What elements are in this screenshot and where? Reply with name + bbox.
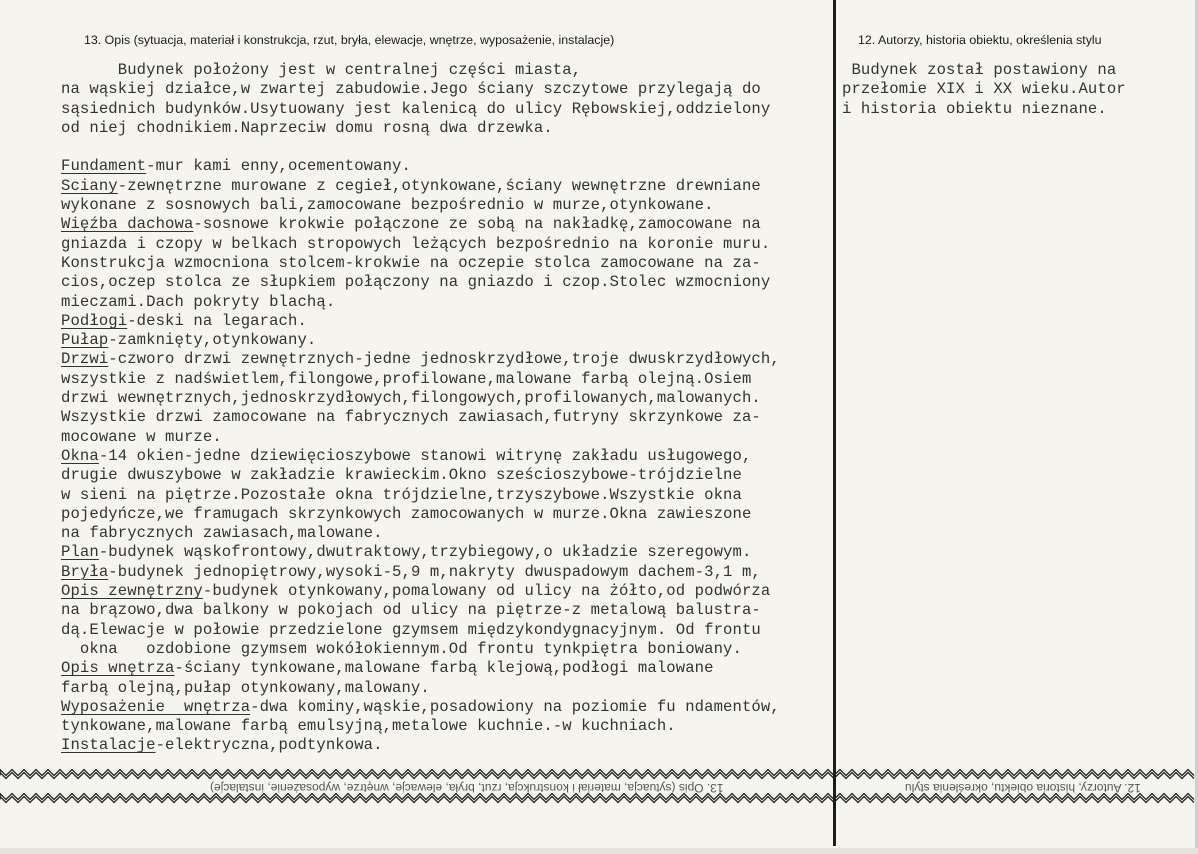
section-keyword: Wyposażenie wnętrza [61,697,251,716]
text-line: drugie dwuszybowe w zakładzie krawieckim.Okno sześcioszybowe-trójdzielne [61,466,742,485]
text-line [61,582,780,601]
section-keyword: Pułap [61,331,109,350]
text-line: farbą olejną,pułap otynkowany,malowany. [61,678,430,697]
text-line: wszystkie z nadświetlem,filongowe,profilowane,malowane farbą olejną.Osiem [61,369,752,388]
text-line: w sieni na piętrze.Pozostałe okna trójdzielne,trzyszybowe.Wszystkie okna [61,485,742,504]
section-text: -budynek jednopiętrowy,wysoki-5,9 m,nakryty dwuspadowym dachem-3,1 m, [108,562,761,581]
text-line: sąsiednich budynków.Usytuowany jest kalenicą do ulicy Rębowskiej,oddzielony [61,99,771,118]
section-keyword: Plan [61,543,99,562]
section-keyword: Opis wnętrza [61,659,175,678]
column-divider [833,0,836,846]
text-line: Wszystkie drzwi zamocowane na fabrycznych zawiasach,futryny skrzynkowe za- [61,408,761,427]
footer-mirrored-section-13: 13. Opis (sytuacja, materiał i konstrukcja, rzut, bryła, elewacje, wnętrze, wyposażenie, instalacje) [210,781,724,795]
section-text: -dwa kominy,wąskie,posadowiony na poziomie fu ndamentów, [250,697,780,716]
text-line: na fabrycznych zawiasach,malowane. [61,524,383,543]
section-12-header: 12. Autorzy, historia obiektu, określenia stylu [858,33,1102,47]
section-13-header: 13. Opis (sytuacja, materiał i konstrukcja, rzut, bryła, elewacje, wnętrze, wyposażenie, instalacje) [84,33,615,47]
text-line [61,563,780,582]
text-line [61,698,780,717]
section-text: -budynek otynkowany,pomalowany od ulicy na żółto,od podwórza [202,582,771,601]
text-line: i historia obiektu nieznane. [842,99,1107,118]
card-bottom-edge [0,848,1198,854]
section-keyword: Sciany [61,176,118,195]
text-line: cios,oczep stolca ze słupkiem połączony na gniazdo i czop.Stolec wzmocniony [61,273,771,292]
text-line: Budynek położony jest w centralnej części miasta, [61,61,582,79]
footer-mirrored-section-12: 12. Autorzy, historia obiektu, określenia stylu [905,781,1141,795]
section-text: -zamknięty,otynkowany. [108,331,317,350]
text-line: na wąskiej działce,w zwartej zabudowie.Jego ściany szczytowe przylegają do [61,80,761,99]
section-text: -14 okien-jedne dziewięcioszybowe stanowi witrynę zakładu usługowego, [98,446,752,465]
section-keyword: Drzwi [61,350,109,369]
text-line: mieczami.Dach pokryty blachą. [61,292,336,311]
section-keyword: Okna [61,446,99,465]
text-line [61,543,780,562]
section-text: -mur kami enny,ocementowany. [146,157,411,176]
text-line [61,447,780,466]
section-text: -czworo drzwi zewnętrznych-jedne jednoskrzydłowe,troje dwuskrzydłowych, [108,350,780,369]
section-keyword: Fundament [61,157,147,176]
section-text: -elektryczna,podtynkowa. [155,736,383,755]
history-text [842,61,1126,119]
text-line [61,659,780,678]
text-line: wykonane z sosnowych bali,zamocowane bezpośrednio w murze,otynkowane. [61,196,714,215]
description-text [61,61,780,756]
text-line: gniazda i czopy w belkach stropowych leżących bezpośrednio na koronie muru. [61,234,771,253]
text-line [61,736,780,755]
section-keyword: Więźba dachowa [61,215,194,234]
section-text: -ściany tynkowane,malowane farbą klejową,podłogi malowane [174,659,714,678]
text-line: na brązowo,dwa balkony w pokojach od ulicy na piętrze-z metalową balustra- [61,601,761,620]
section-text: -sosnowe krokwie połączone ze sobą na nakładkę,zamocowane na [193,215,761,234]
text-line: mocowane w murze. [61,427,222,446]
section-text: -budynek wąskofrontowy,dwutraktowy,trzybiegowy,o układzie szeregowym. [98,543,752,562]
blank-line [61,138,780,157]
text-line: okna ozdobione gzymsem wokółokiennym.Od frontu tynkpiętra boniowany. [61,639,742,658]
text-line: od niej chodnikiem.Naprzeciw domu rosną dwa drzewka. [61,118,553,137]
text-line [61,157,780,176]
text-line: Konstrukcja wzmocniona stolcem-krokwie na oczepie stolca zamocowane na za- [61,253,761,272]
text-line [61,177,780,196]
text-line [61,350,780,369]
text-line: pojedyńcze,we framugach skrzynkowych zamocowanych w murze.Okna zawieszone [61,504,752,523]
section-text: -zewnętrzne murowane z cegieł,otynkowane,ściany wewnętrzne drewniane [117,176,761,195]
text-line [61,312,780,331]
text-line [61,331,780,350]
section-text: -deski na legarach. [127,311,307,330]
section-keyword: Opis zewnętrzny [61,582,203,601]
section-keyword: Podłogi [61,311,128,330]
text-line: przełomie XIX i XX wieku.Autor [842,80,1126,99]
text-line: Budynek został postawiony na [842,61,1117,79]
section-keyword: Instalacje [61,736,156,755]
section-keyword: Bryła [61,562,109,581]
text-line: dą.Elewacje w połowie przedzielone gzymsem międzykondygnacyjnym. Od frontu [61,620,761,639]
text-line: drzwi wewnętrznych,jednoskrzydłowych,filongowych,profilowanych,malowanych. [61,389,761,408]
text-line [61,215,780,234]
text-line: tynkowane,malowane farbą emulsyjną,metalowe kuchnie.-w kuchniach. [61,717,676,736]
wavy-rule-top [0,768,1198,780]
